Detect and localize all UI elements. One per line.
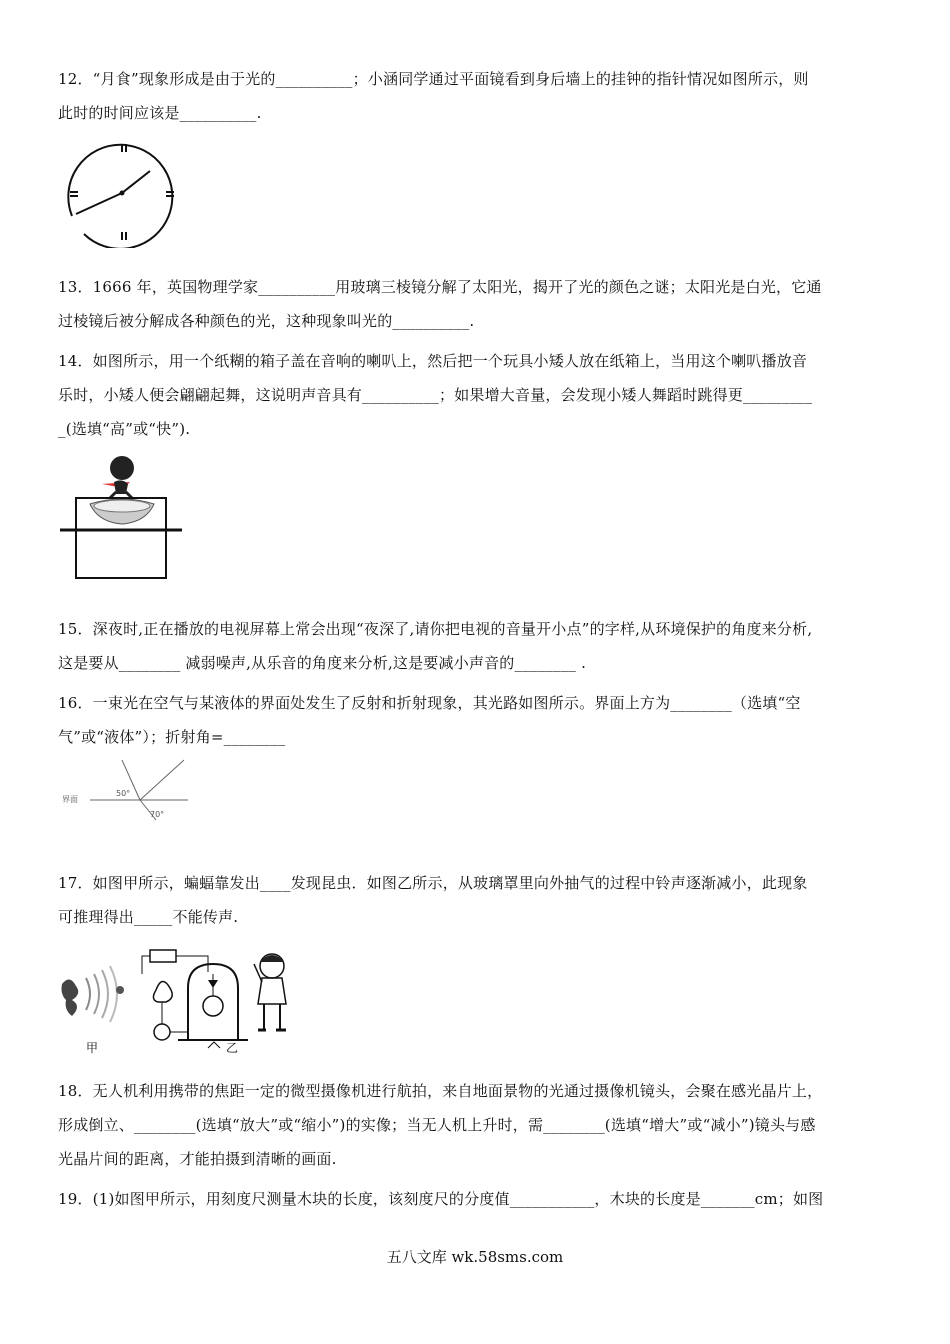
question-17-line-1: 17．如图甲所示，蝙蝠靠发出____发现昆虫．如图乙所示，从玻璃罩里向外抽气的过程中铃声逐渐减小，此现象	[58, 874, 808, 892]
footer-watermark: 五八文库 wk.58sms.com	[386, 1248, 564, 1266]
question-13	[58, 270, 888, 338]
question-17-line-2: 可推理得出_____不能传声.	[58, 908, 239, 926]
battery-icon	[150, 950, 176, 962]
angle-label-top: 50°	[116, 789, 131, 798]
vacuum-pump-icon	[153, 981, 172, 1002]
question-14	[58, 344, 888, 446]
clock-hour-hand	[122, 171, 150, 193]
boy-figure	[254, 954, 286, 1030]
question-12-line-2: 此时的时间应该是__________.	[58, 104, 262, 122]
clock-minute-hand	[76, 193, 122, 214]
question-17	[58, 866, 888, 934]
bell-jar-figure	[142, 950, 248, 1048]
question-12	[58, 62, 888, 130]
bat-icon	[62, 979, 79, 1016]
angle-label-bottom: 70°	[150, 810, 165, 819]
insect-icon	[116, 986, 124, 994]
question-13-line-1: 13．1666 年，英国物理学家__________用玻璃三棱镜分解了太阳光，揭开了光的颜色之谜；太阳光是白光，它通	[58, 278, 822, 296]
question-19-line-1: 19．(1)如图甲所示，用刻度尺测量木块的长度，该刻度尺的分度值___________，木块的长度是_______cm；如图	[58, 1190, 824, 1208]
dwarf-head-icon	[110, 456, 134, 480]
bell-icon	[203, 996, 223, 1016]
label-yi: 乙	[226, 1041, 239, 1055]
question-15	[58, 612, 888, 680]
speaker-box-figure	[58, 454, 184, 580]
question-18-line-1: 18．无人机利用携带的焦距一定的微型摄像机进行航拍，来自地面景物的光通过摄像机镜头，会聚在感光晶片上，	[58, 1082, 823, 1100]
question-15-line-2: 这是要从________ 减弱噪声,从乐音的角度来分析,这是要减小声音的________ .	[58, 654, 587, 672]
clock-figure	[62, 138, 180, 248]
question-16-line-2: 气”或“液体”）；折射角=________	[58, 728, 286, 746]
question-16-line-1: 16．一束光在空气与某液体的界面处发生了反射和折射现象，其光路如图所示。界面上方为________（选填“空	[58, 694, 801, 712]
question-18-line-2: 形成倒立、________(选填“放大”或“缩小”)的实像；当无人机上升时，需________(选填“增大”或“减小”)镜头与感	[58, 1116, 816, 1134]
question-19	[58, 1182, 888, 1216]
bat-figure	[62, 966, 125, 1022]
question-12-line-1: 12．“月食”现象形成是由于光的__________；小涵同学通过平面镜看到身后墙上的挂钟的指针情况如图所示，则	[58, 70, 809, 88]
question-18-line-3: 光晶片间的距离，才能拍摄到清晰的画面.	[58, 1150, 337, 1168]
clock-face	[68, 145, 172, 248]
question-14-line-1: 14．如图所示，用一个纸糊的箱子盖在音响的喇叭上，然后把一个玩具小矮人放在纸箱上，当用这个喇叭播放音	[58, 352, 808, 370]
interface-label: 界面	[62, 795, 78, 804]
question-14-line-3: _(选填“高”或“快”).	[58, 420, 191, 438]
reflected-ray	[140, 760, 184, 800]
question-16	[58, 686, 888, 754]
question-13-line-2: 过棱镜后被分解成各种颜色的光，这种现象叫光的__________.	[58, 312, 475, 330]
refraction-figure	[60, 756, 190, 822]
question-18	[58, 1074, 888, 1176]
label-jia: 甲	[86, 1041, 99, 1055]
sound-figures	[58, 944, 300, 1058]
question-15-line-1: 15．深夜时,正在播放的电视屏幕上常会出现“夜深了,请你把电视的音量开小点”的字样,从环境保护的角度来分析,	[58, 620, 813, 638]
question-14-line-2: 乐时，小矮人便会翩翩起舞，这说明声音具有__________；如果增大音量，会发现小矮人舞蹈时跳得更_________	[58, 386, 813, 404]
